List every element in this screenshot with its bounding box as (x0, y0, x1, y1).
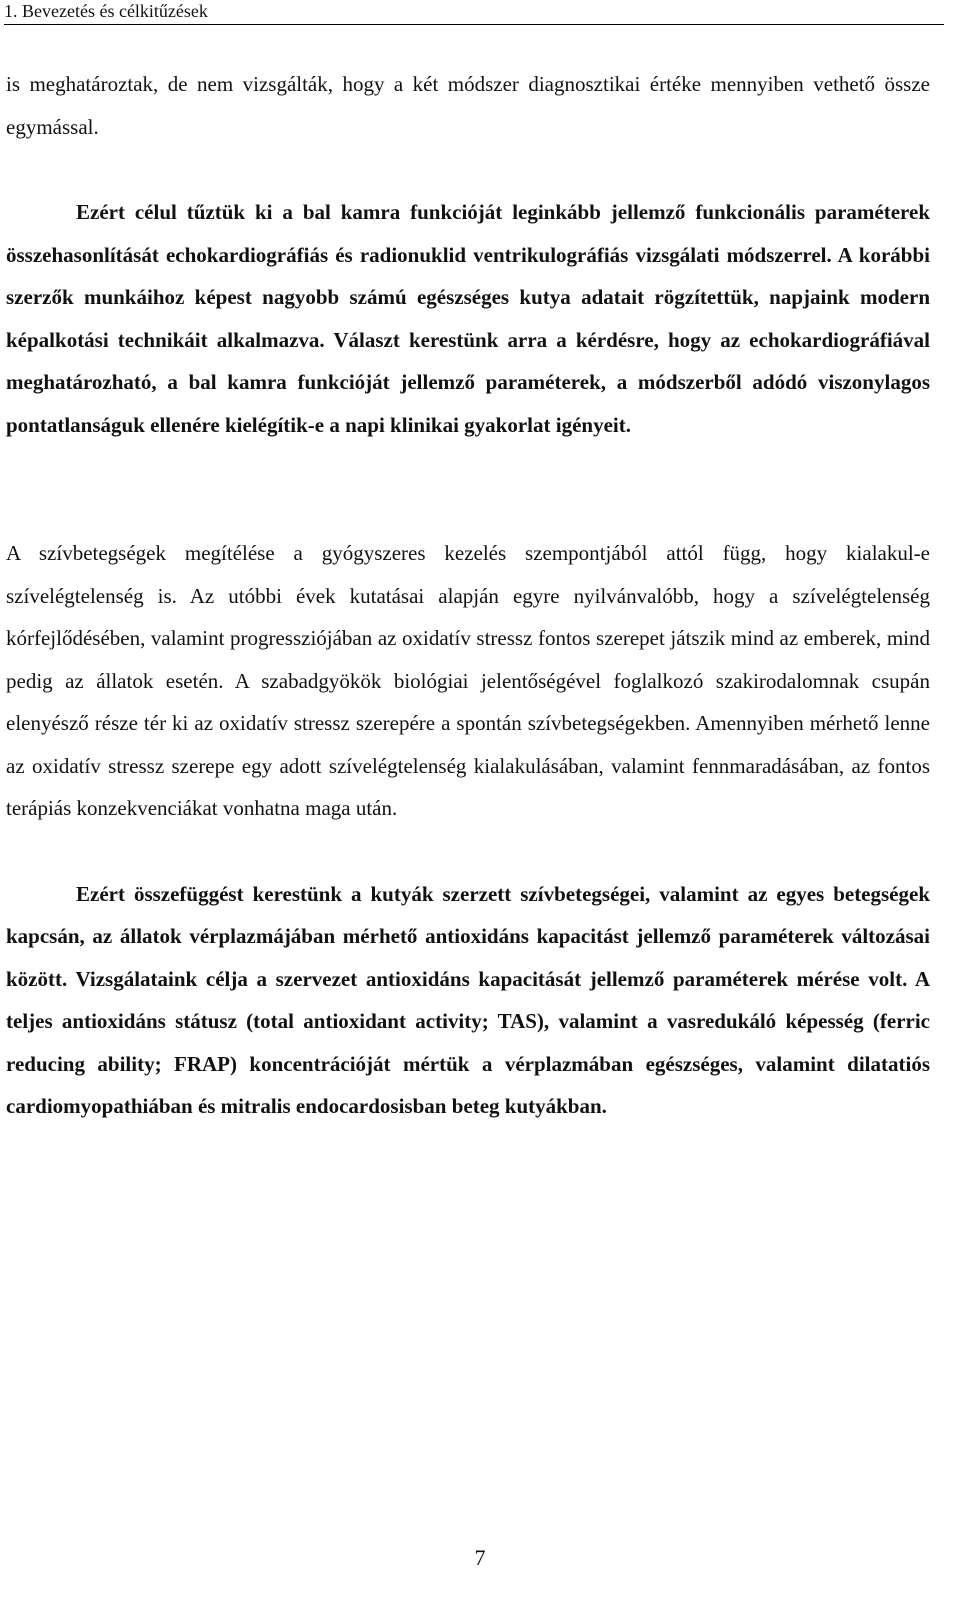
paragraph-continuation: is meghatároztak, de nem vizsgálták, hogy a két módszer diagnosztikai értéke mennyiben vethető össze egymással. (6, 72, 930, 139)
paragraph-objective-echo: Ezért célul tűztük ki a bal kamra funkcióját leginkább jellemző funkcionális paraméterek összehasonlítását echokardiográfiás és radionuklid ventrikulográfiás vizsgálati módszerrel. A korábbi szerzők munkáihoz képest nagyobb számú egészséges kutya adatait rögzítettük, napjaink modern képalkotási technikáit alkalmazva. Választ kerestünk arra a kérdésre, hogy az echokardiográfiával meghatározható, a bal kamra funkcióját jellemző paraméterek, a módszerből adódó viszonylagos pontatlanságuk ellenére kielégítik-e a napi klinikai gyakorlat igényeit. (6, 200, 930, 437)
page-number: 7 (474, 1545, 486, 1570)
running-header (4, 0, 944, 25)
document-body (6, 63, 930, 1128)
paragraph-oxidative-stress: A szívbetegségek megítélése a gyógyszeres kezelés szempontjából attól függ, hogy kialakul-e szívelégtelenség is. Az utóbbi évek kutatásai alapján egyre nyilvánvalóbb, hogy a szívelégtelenség kórfejlődésében, valamint progressziójában az oxidatív stressz fontos szerepet játszik mind az emberek, mind pedig az állatok esetén. A szabadgyökök biológiai jelentőségével foglalkozó szakirodalomnak csupán elenyésző része tér ki az oxidatív stressz szerepére a spontán szívbetegségekben. Amennyiben mérhető lenne az oxidatív stressz szerepe egy adott szívelégtelenség kialakulásában, valamint fennmaradásában, az fontos terápiás konzekvenciákat vonhatna maga után. (6, 541, 930, 820)
chapter-title: 1. Bevezetés és célkitűzések (4, 1, 208, 21)
paragraph-objective-antioxidant: Ezért összefüggést kerestünk a kutyák szerzett szívbetegségei, valamint az egyes betegségek kapcsán, az állatok vérplazmájában mérhető antioxidáns kapacitást jellemző paraméterek változásai között. Vizsgálataink célja a szervezet antioxidáns kapacitását jellemző paraméterek mérése volt. A teljes antioxidáns státusz (total antioxidant activity; TAS), valamint a vasredukáló képesség (ferric reducing ability; FRAP) koncentrációját mértük a vérplazmában egészséges, valamint dilatatiós cardiomyopathiában és mitralis endocardosisban beteg kutyákban. (6, 881, 930, 1118)
